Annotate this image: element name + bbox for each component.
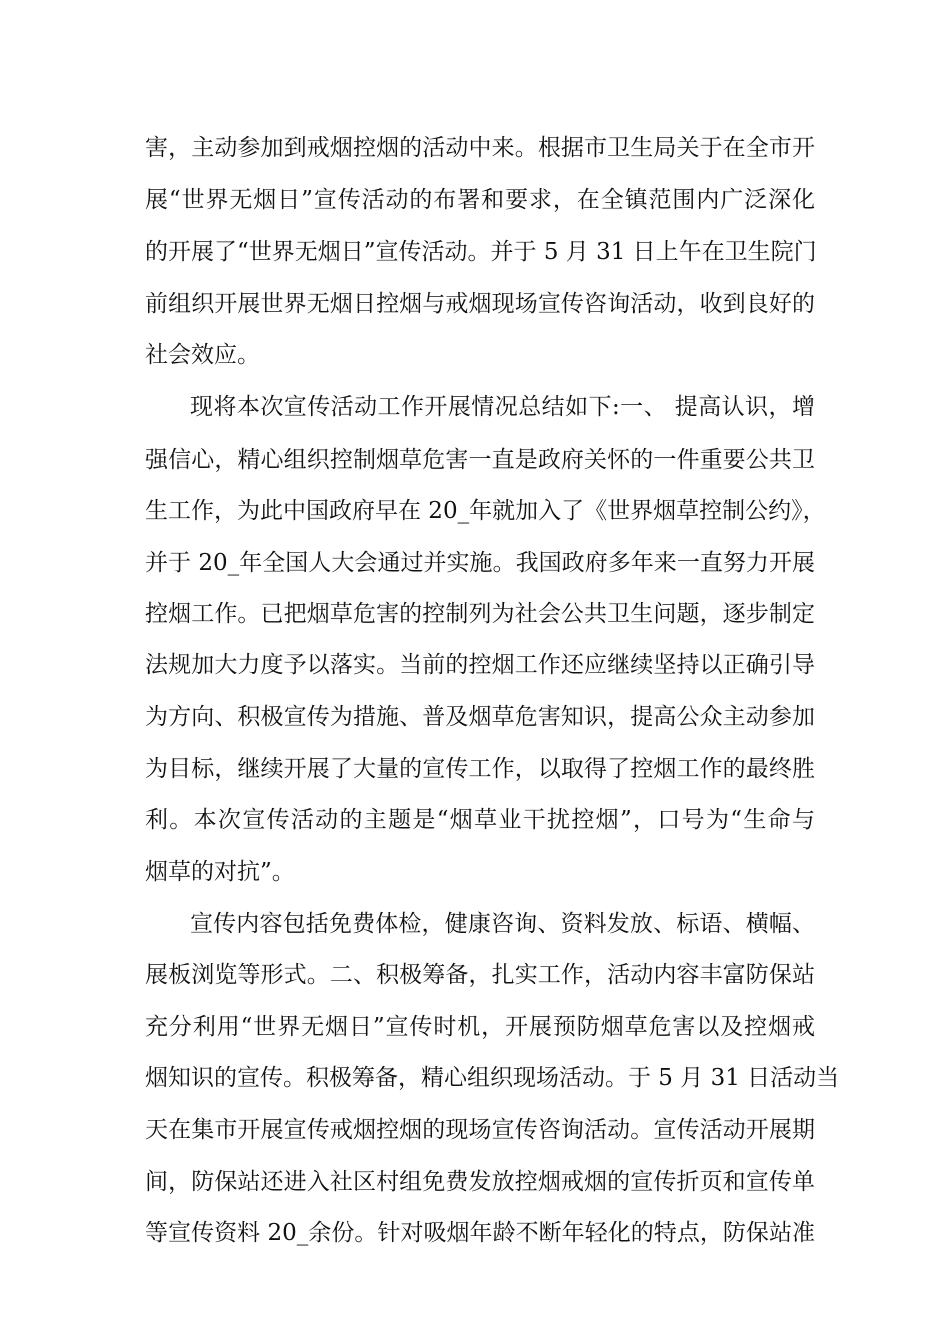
text-line: 利。本次宣传活动的主题是“烟草业干扰控烟”，口号为“生命与	[145, 807, 815, 833]
text-line: 法规加大力度予以落实。当前的控烟工作还应继续坚持以正确引导	[145, 652, 815, 678]
text-line: 间，防保站还进入社区村组免费发放控烟戒烟的宣传折页和宣传单	[145, 1169, 815, 1195]
paragraph-first-line: 宣传内容包括免费体检，健康咨询、资料发放、标语、横幅、	[190, 911, 815, 937]
text-line: 展“世界无烟日”宣传活动的布署和要求，在全镇范围内广泛深化	[145, 187, 815, 213]
text-line: 生工作，为此中国政府早在 20_年就加入了《世界烟草控制公约》，	[145, 498, 826, 524]
text-line: 为目标，继续开展了大量的宣传工作，以取得了控烟工作的最终胜	[145, 756, 815, 782]
paragraph-first-line: 现将本次宣传活动工作开展情况总结如下:一、 提高认识，增	[190, 394, 815, 420]
text-line: 烟知识的宣传。积极筹备，精心组织现场活动。于 5 月 31 日活动当	[145, 1065, 840, 1091]
text-line: 展板浏览等形式。二、积极筹备，扎实工作，活动内容丰富防保站	[145, 962, 815, 988]
text-line: 社会效应。	[145, 342, 260, 368]
text-line: 等宣传资料 20_余份。针对吸烟年龄不断年轻化的特点，防保站准	[145, 1220, 815, 1246]
text-line: 烟草的对抗”。	[145, 859, 295, 885]
text-line: 害，主动参加到戒烟控烟的活动中来。根据市卫生局关于在全市开	[145, 135, 815, 161]
text-line: 前组织开展世界无烟日控烟与戒烟现场宣传咨询活动，收到良好的	[145, 291, 815, 317]
text-line: 为方向、积极宣传为措施、普及烟草危害知识，提高公众主动参加	[145, 704, 815, 730]
text-line: 并于 20_年全国人大会通过并实施。我国政府多年来一直努力开展	[145, 550, 815, 576]
text-line: 强信心，精心组织控制烟草危害一直是政府关怀的一件重要公共卫	[145, 447, 815, 473]
text-line: 控烟工作。已把烟草危害的控制列为社会公共卫生问题，逐步制定	[145, 601, 815, 627]
text-line: 天在集市开展宣传戒烟控烟的现场宣传咨询活动。宣传活动开展期	[145, 1117, 815, 1143]
text-line: 充分利用“世界无烟日”宣传时机，开展预防烟草危害以及控烟戒	[145, 1014, 815, 1040]
text-line: 的开展了“世界无烟日”宣传活动。并于 5 月 31 日上午在卫生院门	[145, 239, 817, 265]
